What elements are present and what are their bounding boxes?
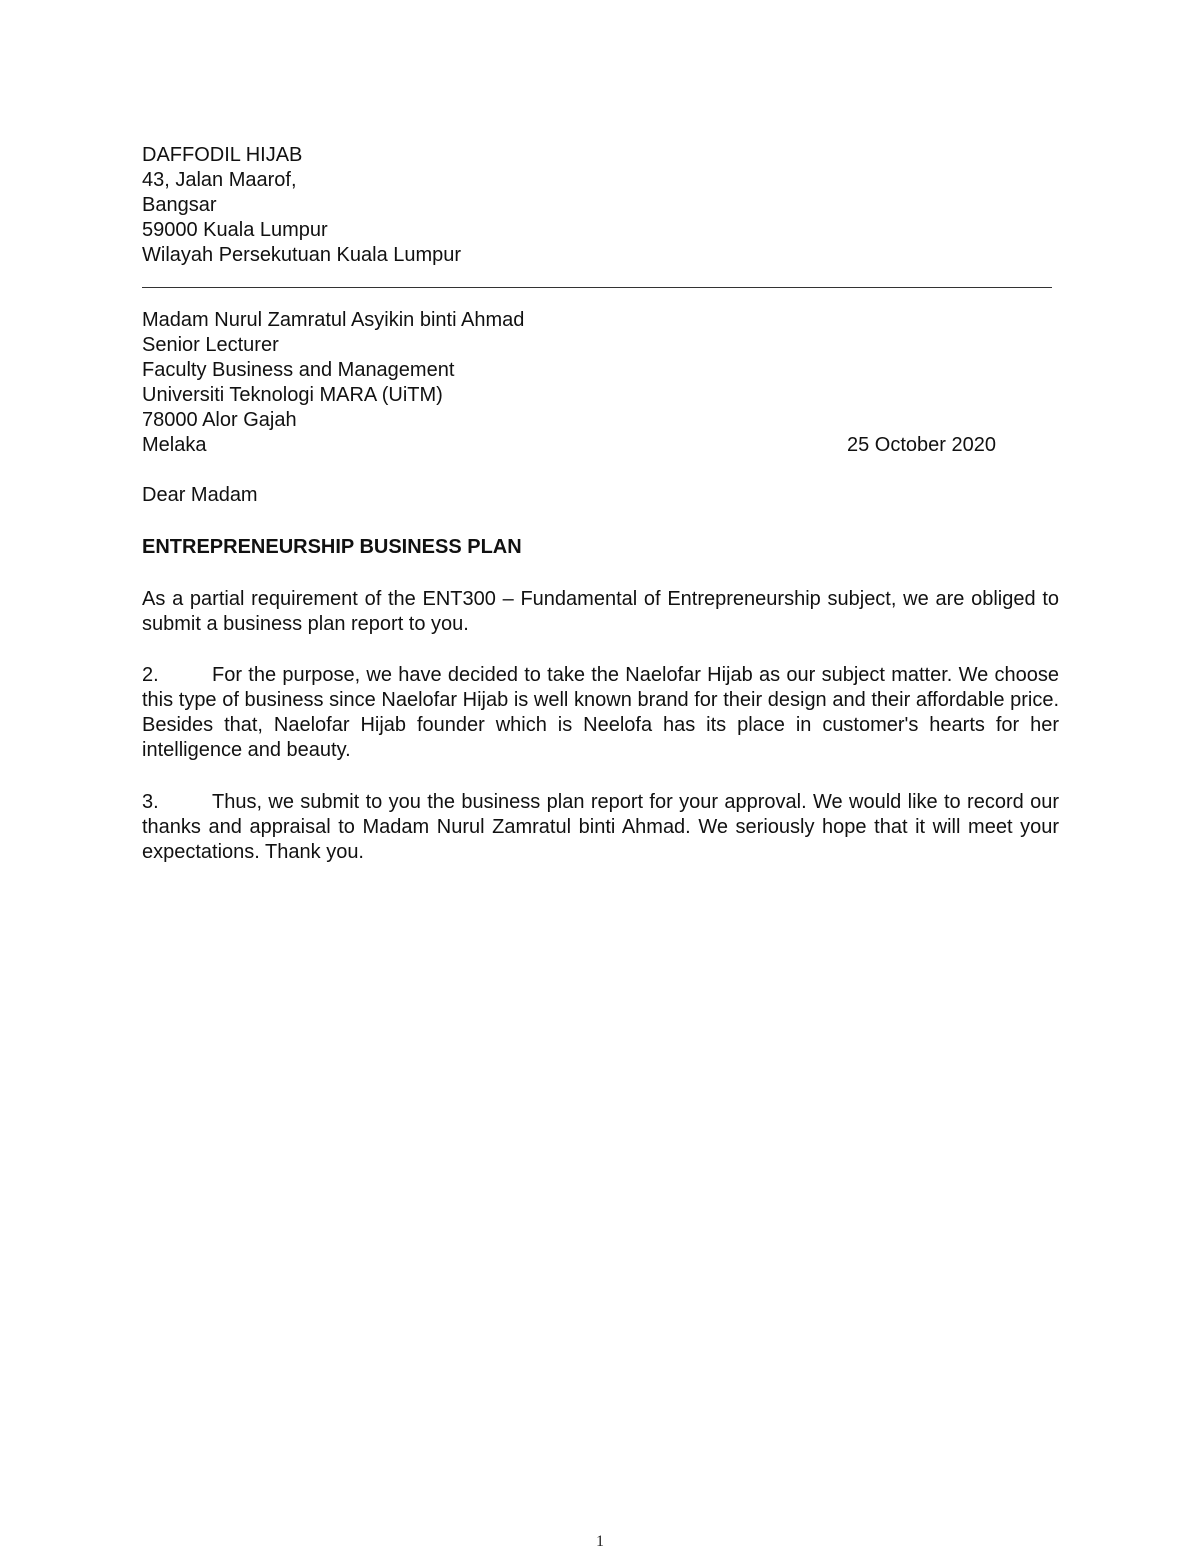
header-divider: [142, 287, 1052, 288]
page-number: 1: [596, 1533, 604, 1550]
sender-state: Wilayah Persekutuan Kuala Lumpur: [142, 244, 462, 266]
paragraph-2-number: 2.: [142, 664, 159, 686]
paragraph-2: [142, 663, 1059, 763]
recipient-postcode-city: 78000 Alor Gajah: [142, 409, 297, 431]
paragraph-2-text: For the purpose, we have decided to take the Naelofar Hijab as our subject matter. We choose this type of business since Naelofar Hijab is well known brand for their design and their affordable price. Besides that, Naelofar Hijab founder which is Neelofa has its place in customer's hearts for her intelligence and beauty.: [142, 664, 1059, 761]
recipient-university: Universiti Teknologi MARA (UiTM): [142, 384, 443, 406]
recipient-faculty: Faculty Business and Management: [142, 359, 455, 381]
sender-area: Bangsar: [142, 194, 217, 216]
sender-address: [142, 143, 1059, 268]
salutation: Dear Madam: [142, 484, 258, 506]
sender-street: 43, Jalan Maarof,: [142, 169, 297, 191]
paragraph-1-text: As a partial requirement of the ENT300 – Fundamental of Entrepreneurship subject, we are obliged to submit a business plan report to you.: [142, 588, 1059, 635]
recipient-title: Senior Lecturer: [142, 334, 279, 356]
sender-name: DAFFODIL HIJAB: [142, 144, 303, 166]
subject-heading: ENTREPRENEURSHIP BUSINESS PLAN: [142, 536, 522, 558]
paragraph-3-text: Thus, we submit to you the business plan report for your approval. We would like to record our thanks and appraisal to Madam Nurul Zamratul binti Ahmad. We seriously hope that it will meet your expectations. Thank you.: [142, 791, 1059, 863]
paragraph-3-number: 3.: [142, 791, 159, 813]
paragraph-1: [142, 587, 1059, 637]
paragraph-3: [142, 790, 1059, 865]
recipient-name: Madam Nurul Zamratul Asyikin binti Ahmad: [142, 309, 525, 331]
letter-date: 25 October 2020: [847, 434, 996, 456]
recipient-state: Melaka: [142, 434, 207, 456]
sender-postcode-city: 59000 Kuala Lumpur: [142, 219, 328, 241]
